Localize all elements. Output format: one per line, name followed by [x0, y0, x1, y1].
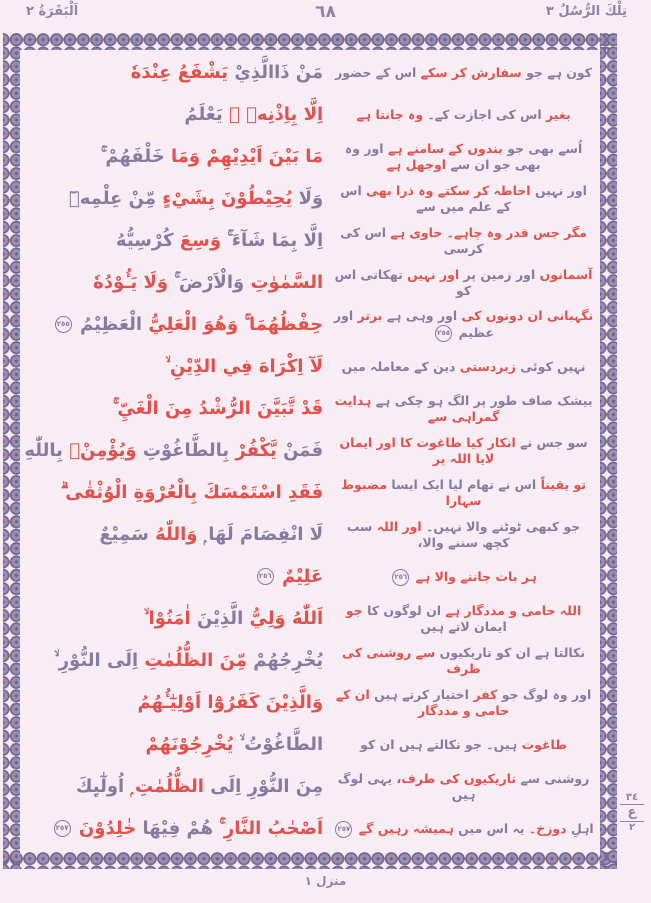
arabic-line: [24, 315, 327, 336]
arabic-line: [24, 189, 327, 210]
text-segment: طاغوت: [521, 736, 568, 752]
juz-name-label: تِلْكَ الرُّسُلُ ٣: [545, 4, 627, 19]
text-segment: اس کی کرسی: [340, 224, 484, 256]
urdu-translation-line: [327, 477, 596, 510]
ruku-surah-number: ٣٤: [625, 792, 639, 803]
urdu-translation-line: [327, 603, 596, 636]
verse-row: [24, 598, 596, 640]
text-segment: برتر: [357, 308, 383, 324]
verse-number-marker: ٢٥٦: [257, 568, 274, 585]
verse-number-marker: ٢٥٦: [392, 569, 409, 586]
text-segment: مضبوط سہارا: [341, 476, 482, 508]
verse-number-marker: ٢٥٥: [55, 316, 72, 333]
text-segment: اٰمَنُوْا ۙ: [144, 607, 191, 629]
text-segment: لَا انْفِصَامَ لَهَا ۭ: [203, 523, 324, 545]
text-segment: مِّنَ الظُّلُمٰتِ: [144, 649, 247, 671]
urdu-translation-line: [327, 771, 596, 804]
urdu-translation-line: [327, 821, 596, 838]
arabic-line: [24, 651, 327, 672]
text-segment: جو کبھی ٹوٹنے والا نہیں۔: [426, 518, 581, 534]
urdu-translation-line: [327, 107, 596, 123]
arabic-line: [24, 357, 327, 378]
ruku-margin-marker: [620, 792, 644, 834]
arabic-line: [24, 483, 327, 504]
text-segment: اور وہ لوگ جو: [501, 686, 592, 702]
text-segment: وَلَا: [298, 187, 324, 209]
text-segment: يَّكْفُرْ: [235, 439, 277, 461]
verse-rows: [24, 52, 596, 850]
text-segment: بیشک صاف طور پر الگ ہو چکی ہے: [375, 392, 593, 408]
ornamental-border-top: [3, 33, 617, 50]
text-segment: يُخْرِجُوْنَهُمْ: [145, 733, 234, 755]
urdu-translation-line: [327, 435, 596, 468]
text-segment: اَللّٰهُ وَلِيُّ: [249, 607, 324, 629]
text-segment: سب کچھ سننے والا،: [346, 518, 510, 550]
text-segment: آسمانوں: [539, 266, 593, 282]
text-segment: یہی لوگ ہیں: [337, 770, 476, 802]
arabic-line: [24, 525, 327, 546]
ornamental-border-right: [600, 33, 617, 869]
text-segment: ہر بات جاننے والا ہے: [415, 568, 537, 584]
text-segment: سفارش کر سکے: [420, 64, 522, 80]
text-segment: وَاللّٰهُ: [155, 523, 198, 545]
text-segment: خٰلِدُوْنَ: [78, 817, 137, 839]
text-segment: اہلِ: [570, 820, 594, 836]
text-segment: فَمَنْ: [283, 439, 324, 461]
urdu-translation-line: [327, 225, 596, 258]
urdu-translation-line: [327, 519, 596, 552]
text-segment: بغیر: [546, 106, 571, 122]
text-segment: اِلَى النُّوْرِ ۙ: [54, 649, 139, 671]
text-segment: اور زمین پر: [463, 266, 536, 282]
urdu-translation-line: [327, 267, 596, 300]
text-segment: ہدایت گمراہی سے: [334, 392, 500, 424]
surah-name-label: اَلْبَقَرَةُ ٢: [26, 4, 79, 19]
verse-row: [24, 388, 596, 430]
arabic-line: [24, 105, 327, 126]
text-segment: اور وہ بھی جو ان سے: [344, 140, 541, 172]
arabic-line: [24, 777, 327, 798]
text-segment: تاریکیوں کی طرف،: [396, 770, 517, 786]
text-segment: اور نہیں: [407, 266, 460, 282]
text-segment: هُمْ فِيْهَا: [142, 817, 214, 839]
urdu-translation-line: [327, 65, 596, 81]
text-segment: مَنْ ذَاالَّذِيْ: [234, 61, 324, 83]
text-segment: ان کے حامی و مددگار: [335, 686, 510, 718]
text-segment: ان لوگوں کا: [367, 602, 442, 618]
text-segment: بِالطَّاغُوْتِ: [142, 439, 230, 461]
verse-row: [24, 52, 596, 94]
text-segment: اور عظیم: [333, 308, 495, 340]
text-segment: اَصْحٰبُ النَّارِ ۚ: [219, 817, 324, 839]
arabic-line: [24, 231, 327, 252]
text-segment: اور وہی ہے: [386, 308, 458, 324]
text-segment: لَآ اِكْرَاهَ فِي الدِّيْنِ ۙ: [165, 355, 324, 377]
text-segment: سَمِيْعٌ: [99, 523, 149, 545]
page-number: ٦٨: [315, 2, 336, 22]
urdu-translation-line: [327, 141, 596, 174]
verse-row: [24, 178, 596, 220]
text-segment: مِّنْ عِلْمِهٖٓ: [68, 187, 156, 209]
verse-row: [24, 808, 596, 850]
text-segment: نگہبانی ان دونوں کی: [461, 308, 594, 324]
text-segment: انکار کیا طاغوت کا اور ایمان لایا اللہ پر: [339, 434, 516, 466]
text-segment: احاطہ کر سکتے وہ ذرا بھی: [366, 182, 531, 198]
text-segment: الظُّلُمٰتِ ۭ: [130, 775, 204, 797]
text-segment: وَسِعَ: [179, 229, 222, 251]
text-segment: دین کے معاملہ میں: [341, 358, 456, 374]
arabic-line: [24, 63, 327, 84]
arabic-line: [24, 273, 327, 294]
text-segment: بِاللّٰهِ: [24, 439, 63, 461]
verse-row: [24, 640, 596, 682]
text-segment: اور اللہ: [376, 518, 422, 534]
verse-row: [24, 94, 596, 136]
verse-row: [24, 514, 596, 556]
text-segment: نہیں کوئی: [520, 358, 586, 374]
ornamental-border-bottom: [3, 852, 617, 869]
text-segment: الَّذِيْنَ: [196, 607, 244, 629]
text-segment: اُسے بھی جو: [507, 140, 583, 156]
text-segment: خَلْفَهُمْ ۚ: [100, 145, 165, 167]
text-segment: دوزخ۔: [528, 820, 567, 836]
urdu-translation-line: [327, 569, 596, 586]
text-segment: ایمان لاتے ہیں: [420, 619, 507, 634]
verse-row: [24, 682, 596, 724]
text-segment: يَعْلَمُ: [184, 103, 223, 125]
text-segment: اور نہیں: [534, 182, 587, 198]
text-segment: وَالَّذِيْنَ كَفَرُوْٓا اَوْلِيٰٓـُٔهُمُ: [137, 691, 324, 713]
text-segment: حِفْظُهُمَا ۚ وَهُوَ الْعَلِيُّ: [148, 313, 324, 335]
verse-row: [24, 766, 596, 808]
text-segment: مَا بَيْنَ اَيْدِيْهِمْ وَمَا: [170, 145, 324, 167]
verse-row: [24, 136, 596, 178]
urdu-translation-line: [327, 308, 596, 341]
text-segment: اس نے تھام لیا ایک ایسا: [391, 476, 537, 492]
urdu-translation-line: [327, 359, 596, 375]
urdu-translation-line: [327, 393, 596, 426]
text-segment: عَلِيْمٌ: [282, 565, 324, 587]
urdu-translation-line: [327, 645, 596, 678]
arabic-line: [24, 819, 327, 840]
verse-row: [24, 346, 596, 388]
text-segment: اس کے حضور: [335, 64, 417, 80]
text-segment: تھکاتی اس کو: [334, 266, 472, 298]
text-segment: اس کی اجازت کے۔: [427, 106, 542, 122]
verse-row: [24, 220, 596, 262]
text-segment: کون ہے جو: [526, 64, 593, 80]
text-segment: وَلَا يَـُٔوْدُهٗ: [93, 271, 169, 293]
text-segment: سے روشنی کی طرف: [342, 644, 481, 676]
text-segment: تو یقیناً: [540, 476, 587, 492]
text-segment: مِنَ النُّوْرِ اِلَى: [210, 775, 324, 797]
text-segment: اللہ حامی و مددگار ہے: [445, 602, 582, 618]
text-segment: قَدْ تَّبَيَّنَ الرُّشْدُ مِنَ الْغَيِّ ۚ: [112, 397, 324, 419]
verse-number-marker: ٢٥٧: [54, 820, 71, 837]
text-segment: نکالتا ہے ان کو تاریکیوں: [439, 644, 586, 660]
text-segment: زبردستی: [459, 358, 516, 374]
arabic-line: [24, 693, 327, 714]
text-segment: روشنی سے: [520, 770, 590, 786]
verse-number-marker: ٢٥٥: [435, 325, 452, 342]
arabic-line: [24, 567, 327, 588]
ornamental-border-left: [3, 33, 20, 869]
verse-row: [24, 724, 596, 766]
text-segment: يُخْرِجُهُمْ: [253, 649, 324, 671]
arabic-line: [24, 735, 327, 756]
text-segment: كُرْسِيُّهُ: [115, 229, 174, 251]
text-segment: اِلَّا بِاِذْنِهٖ ۭ: [229, 103, 324, 125]
text-segment: السَّمٰوٰتِ: [250, 271, 324, 293]
text-segment: اُولٰٓىِٕكَ: [75, 775, 125, 797]
text-segment: اِلَّا بِمَا شَآءَ ۚ: [227, 229, 324, 251]
verse-row: [24, 472, 596, 514]
text-segment: ہمیشہ رہیں گے: [358, 820, 454, 836]
text-segment: یہ اس میں: [458, 820, 525, 836]
text-segment: وَالْاَرْضَ ۚ: [174, 271, 245, 293]
text-segment: سو جس نے: [520, 434, 588, 450]
urdu-translation-line: [327, 737, 596, 753]
text-segment: بندوں کے سامنے ہے: [387, 140, 503, 156]
text-segment: وَيُؤْمِنْۢ: [69, 439, 137, 461]
urdu-translation-line: [327, 687, 596, 720]
verse-number-marker: ٢٥٧: [335, 821, 352, 838]
verse-row: [24, 430, 596, 472]
verse-row: [24, 304, 596, 346]
text-segment: يَشْفَعُ عِنْدَهٗ: [130, 61, 229, 83]
manzil-label: منزل ١: [304, 874, 347, 888]
text-segment: جو: [345, 602, 363, 618]
text-segment: فَقَدِ اسْتَمْسَكَ بِالْعُرْوَةِ الْوُثْقٰى ۗ: [60, 481, 324, 503]
text-segment: اس کے علم میں سے: [340, 182, 511, 214]
text-segment: کفر: [473, 686, 498, 702]
text-segment: الطَّاغُوْتُ ۙ: [239, 733, 324, 755]
arabic-line: [24, 399, 327, 420]
text-segment: اختیار کرتے ہیں: [374, 686, 469, 702]
text-segment: ہیں۔ جو نکالتے ہیں ان کو: [360, 736, 518, 752]
arabic-line: [24, 147, 327, 168]
arabic-line: [24, 609, 327, 630]
arabic-line: [24, 441, 327, 462]
text-segment: اوجھل ہے: [386, 157, 447, 172]
urdu-translation-line: [327, 183, 596, 216]
text-segment: يُحِيْطُوْنَ بِشَيْءٍ: [162, 187, 293, 209]
ruku-juz-number: ٢: [628, 822, 636, 834]
text-segment: مگر جس قدر وہ چاہے۔ حاوی ہے: [390, 224, 587, 240]
text-segment: وہ جانتا ہے: [356, 106, 424, 122]
ruku-ain-symbol: ع: [620, 804, 644, 822]
text-segment: الْعَظِيْمُ: [79, 313, 143, 335]
verse-row: [24, 556, 596, 598]
verse-row: [24, 262, 596, 304]
